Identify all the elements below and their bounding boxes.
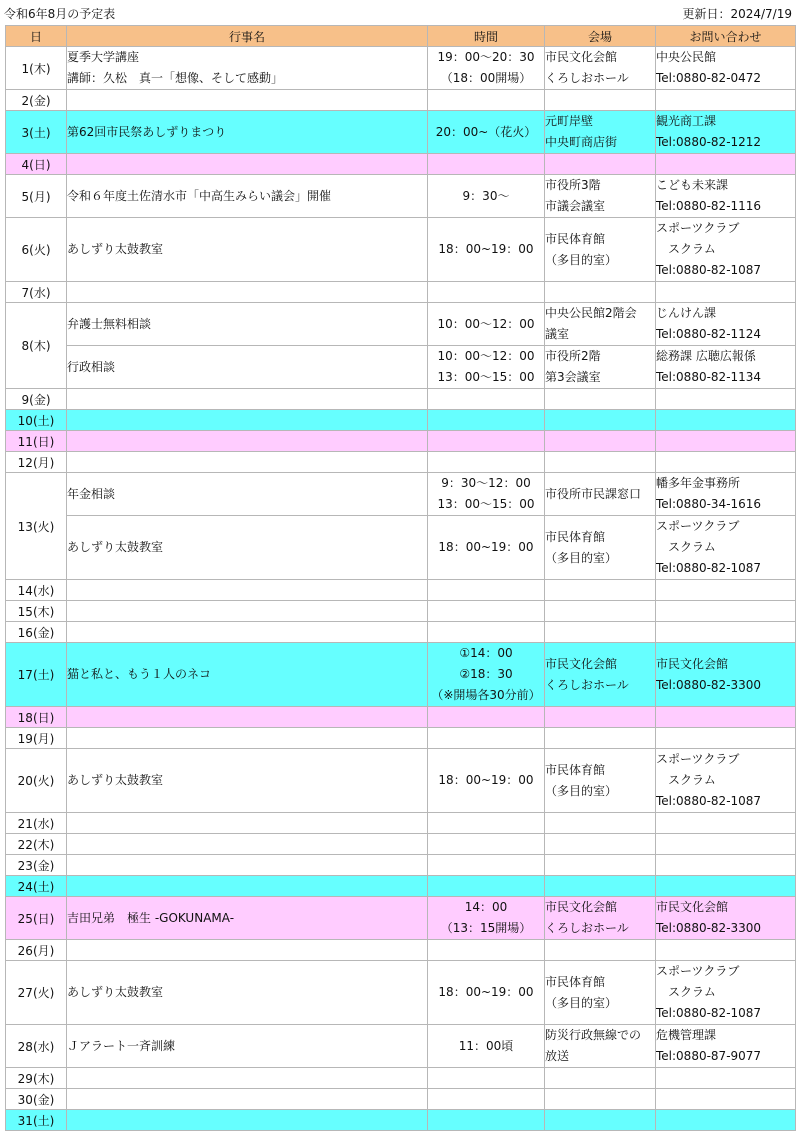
event-name-line: あしずり太鼓教室: [67, 540, 164, 554]
venue-line: （多目的室）: [545, 550, 618, 565]
contact-cell: [656, 303, 796, 346]
event-name-cell: [67, 346, 428, 389]
time-cell: [428, 175, 545, 218]
event-name-cell: [67, 855, 428, 876]
venue-cell: [545, 111, 656, 154]
table-row: [6, 303, 796, 346]
event-name-cell: [67, 1025, 428, 1068]
day-cell: 20(火): [6, 749, 67, 813]
contact-cell: [656, 1110, 796, 1131]
contact-line: Tel:0880-87-9077: [656, 1049, 762, 1063]
day-cell: 18(日): [6, 707, 67, 728]
time-cell: [428, 218, 545, 282]
contact-cell: [656, 643, 796, 707]
header-contact: お問い合わせ: [656, 26, 796, 47]
venue-cell: [545, 175, 656, 218]
day-cell: 31(土): [6, 1110, 67, 1131]
table-row: [6, 897, 796, 940]
contact-cell: [656, 834, 796, 855]
time-line: ②18：30: [459, 667, 513, 681]
event-name-cell: [67, 410, 428, 431]
header-time: 時間: [428, 26, 545, 47]
contact-cell: [656, 749, 796, 813]
event-name-cell: [67, 111, 428, 154]
day-cell: 27(火): [6, 961, 67, 1025]
contact-cell: [656, 175, 796, 218]
contact-cell: [656, 580, 796, 601]
venue-cell: [545, 1089, 656, 1110]
event-name-cell: [67, 154, 428, 175]
table-row: [6, 707, 796, 728]
contact-line: 観光商工課: [656, 114, 717, 128]
day-cell: 22(木): [6, 834, 67, 855]
day-cell: 12(月): [6, 452, 67, 473]
time-cell: [428, 855, 545, 876]
venue-line: 市役所市民課窓口: [545, 486, 642, 501]
time-line: 18：00~19：00: [438, 540, 534, 554]
venue-cell: [545, 728, 656, 749]
venue-cell: [545, 897, 656, 940]
table-row: [6, 346, 796, 389]
event-name-line: 夏季大学講座: [67, 50, 140, 64]
venue-cell: [545, 601, 656, 622]
event-name-cell: [67, 389, 428, 410]
venue-cell: [545, 90, 656, 111]
time-line: 19：00～20：30: [437, 50, 535, 64]
day-cell: 25(日): [6, 897, 67, 940]
contact-cell: [656, 940, 796, 961]
table-row: [6, 622, 796, 643]
time-cell: [428, 516, 545, 580]
day-cell: 24(土): [6, 876, 67, 897]
venue-line: （多目的室）: [545, 995, 618, 1010]
venue-cell: [545, 834, 656, 855]
table-row: [6, 218, 796, 282]
contact-cell: [656, 218, 796, 282]
venue-cell: [545, 1110, 656, 1131]
time-cell: [428, 431, 545, 452]
contact-cell: [656, 601, 796, 622]
contact-line: Tel:0880-82-0472: [656, 71, 762, 85]
event-name-cell: [67, 218, 428, 282]
venue-cell: [545, 855, 656, 876]
table-row: [6, 1110, 796, 1131]
venue-cell: [545, 876, 656, 897]
contact-line: Tel:0880-82-1124: [656, 327, 762, 341]
venue-line: 中央町商店街: [545, 135, 618, 149]
contact-line: Tel:0880-82-3300: [656, 677, 762, 692]
event-name-line: 年金相談: [67, 486, 116, 501]
table-row: [6, 728, 796, 749]
contact-cell: [656, 452, 796, 473]
venue-cell: [545, 516, 656, 580]
venue-line: くろしおホール: [545, 921, 629, 935]
time-cell: [428, 473, 545, 516]
time-cell: [428, 1089, 545, 1110]
day-cell: 1(木): [6, 47, 67, 90]
venue-cell: [545, 1025, 656, 1068]
venue-line: 中央公民館2階会: [545, 306, 637, 320]
table-row: [6, 813, 796, 834]
event-name-line: あしずり太鼓教室: [67, 985, 164, 999]
day-cell: 6(火): [6, 218, 67, 282]
time-line: 10：00～12：00: [437, 349, 535, 363]
table-row: [6, 1089, 796, 1110]
header-day: 日: [6, 26, 67, 47]
table-row: [6, 90, 796, 111]
page-title: 令和6年8月の予定表: [4, 7, 116, 21]
time-line: （18：00開場）: [440, 71, 532, 85]
time-cell: [428, 834, 545, 855]
contact-line: スポーツクラブ: [656, 221, 740, 235]
day-cell: 29(木): [6, 1068, 67, 1089]
day-cell: 30(金): [6, 1089, 67, 1110]
contact-cell: [656, 111, 796, 154]
event-name-cell: [67, 473, 428, 516]
contact-cell: [656, 516, 796, 580]
contact-line: Tel:0880-82-1087: [656, 263, 762, 277]
day-cell: 15(木): [6, 601, 67, 622]
time-line: 18：00~19：00: [438, 773, 534, 787]
venue-line: 市民文化会館: [545, 656, 618, 671]
day-cell: 23(金): [6, 855, 67, 876]
contact-cell: [656, 855, 796, 876]
day-cell: 10(土): [6, 410, 67, 431]
contact-line: 幡多年金事務所: [656, 476, 741, 490]
event-name-cell: [67, 1068, 428, 1089]
table-row: [6, 1025, 796, 1068]
contact-cell: [656, 47, 796, 90]
contact-line: Tel:0880-82-3300: [656, 921, 762, 935]
time-cell: [428, 346, 545, 389]
venue-line: （多目的室）: [545, 252, 618, 267]
day-cell: 13(火): [6, 473, 67, 580]
venue-cell: [545, 47, 656, 90]
time-cell: [428, 961, 545, 1025]
time-line: 18：00~19：00: [438, 985, 534, 999]
venue-cell: [545, 580, 656, 601]
contact-line: 危機管理課: [656, 1028, 717, 1042]
table-row: [6, 940, 796, 961]
table-row: [6, 855, 796, 876]
day-cell: 21(水): [6, 813, 67, 834]
time-cell: [428, 303, 545, 346]
venue-cell: [545, 622, 656, 643]
day-cell: 14(水): [6, 580, 67, 601]
table-row: [6, 111, 796, 154]
venue-line: 市民文化会館: [545, 900, 618, 914]
table-row: [6, 834, 796, 855]
event-name-cell: [67, 897, 428, 940]
day-cell: 11(日): [6, 431, 67, 452]
time-cell: [428, 389, 545, 410]
table-row: [6, 1068, 796, 1089]
venue-line: 市議会議室: [545, 199, 606, 213]
time-cell: [428, 728, 545, 749]
table-row: [6, 47, 796, 90]
venue-line: 市役所3階: [545, 178, 601, 192]
time-cell: [428, 940, 545, 961]
time-cell: [428, 90, 545, 111]
table-row: [6, 473, 796, 516]
event-name-cell: [67, 622, 428, 643]
event-name-cell: [67, 601, 428, 622]
contact-cell: [656, 282, 796, 303]
event-name-line: 第62回市民祭あしずりまつり: [67, 124, 227, 139]
contact-cell: [656, 622, 796, 643]
event-name-cell: [67, 282, 428, 303]
event-name-cell: [67, 175, 428, 218]
venue-line: 市民体育館: [545, 974, 606, 989]
contact-cell: [656, 1068, 796, 1089]
time-cell: [428, 282, 545, 303]
time-line: 11：00頃: [458, 1038, 514, 1053]
table-row: [6, 389, 796, 410]
event-name-line: あしずり太鼓教室: [67, 242, 164, 256]
time-cell: [428, 154, 545, 175]
time-line: 9：30～12：00: [441, 476, 531, 490]
event-name-cell: [67, 961, 428, 1025]
event-name-cell: [67, 431, 428, 452]
contact-line: スクラム: [656, 242, 716, 256]
event-name-cell: [67, 876, 428, 897]
contact-line: Tel:0880-82-1116: [656, 199, 762, 213]
time-cell: [428, 749, 545, 813]
event-name-cell: [67, 1110, 428, 1131]
venue-cell: [545, 749, 656, 813]
venue-line: 市民体育館: [545, 762, 606, 777]
contact-line: Tel:0880-82-1087: [656, 1006, 762, 1020]
contact-cell: [656, 1025, 796, 1068]
event-name-line: あしずり太鼓教室: [67, 773, 164, 787]
schedule-table: [5, 25, 796, 1131]
time-line: 13：00～15：00: [437, 370, 535, 384]
contact-cell: [656, 728, 796, 749]
contact-cell: [656, 431, 796, 452]
venue-cell: [545, 1068, 656, 1089]
schedule-body: [6, 47, 796, 1131]
contact-cell: [656, 90, 796, 111]
contact-cell: [656, 154, 796, 175]
time-line: 20：00~（花火）: [435, 124, 537, 139]
time-cell: [428, 876, 545, 897]
time-cell: [428, 1068, 545, 1089]
venue-line: 市民体育館: [545, 529, 606, 544]
contact-line: スポーツクラブ: [656, 752, 740, 766]
venue-line: 市役所2階: [545, 349, 601, 363]
day-cell: 7(水): [6, 282, 67, 303]
contact-line: 総務課 広聴広報係: [656, 349, 756, 363]
table-row: [6, 580, 796, 601]
page-header: [0, 0, 800, 24]
venue-line: 元町岸壁: [545, 114, 594, 128]
day-cell: 17(土): [6, 643, 67, 707]
contact-line: Tel:0880-34-1616: [656, 497, 762, 511]
contact-line: 市民文化会館: [656, 656, 729, 671]
venue-line: 防災行政無線での: [545, 1028, 642, 1042]
contact-line: スクラム: [656, 985, 716, 999]
contact-line: スポーツクラブ: [656, 519, 740, 533]
time-cell: [428, 897, 545, 940]
header-event: 行事名: [67, 26, 428, 47]
time-cell: [428, 1110, 545, 1131]
contact-cell: [656, 1089, 796, 1110]
time-line: 14：00: [464, 900, 508, 914]
venue-cell: [545, 707, 656, 728]
contact-line: Tel:0880-82-1134: [656, 370, 762, 384]
venue-line: 第3会議室: [545, 370, 601, 384]
time-cell: [428, 47, 545, 90]
contact-line: スクラム: [656, 540, 716, 554]
event-name-line: 吉田兄弟 極生 -GOKUNAMA-: [67, 910, 235, 925]
day-cell: 3(土): [6, 111, 67, 154]
venue-cell: [545, 303, 656, 346]
venue-cell: [545, 813, 656, 834]
venue-line: くろしおホール: [545, 677, 629, 692]
day-cell: 19(月): [6, 728, 67, 749]
table-row: [6, 175, 796, 218]
table-row: [6, 876, 796, 897]
contact-cell: [656, 346, 796, 389]
time-line: 9：30～: [462, 188, 510, 203]
contact-cell: [656, 813, 796, 834]
header-venue: 会場: [545, 26, 656, 47]
time-cell: [428, 813, 545, 834]
contact-line: 市民文化会館: [656, 900, 729, 914]
contact-line: こども未来課: [656, 178, 729, 192]
venue-cell: [545, 154, 656, 175]
day-cell: 5(月): [6, 175, 67, 218]
venue-line: くろしおホール: [545, 71, 629, 85]
day-cell: 9(金): [6, 389, 67, 410]
event-name-cell: [67, 728, 428, 749]
venue-line: 議室: [545, 327, 570, 341]
day-cell: 8(木): [6, 303, 67, 389]
time-cell: [428, 111, 545, 154]
venue-cell: [545, 940, 656, 961]
contact-line: Tel:0880-82-1212: [656, 135, 762, 149]
table-row: [6, 282, 796, 303]
event-name-line: 令和６年度土佐清水市「中高生みらい議会」開催: [67, 188, 332, 203]
event-name-cell: [67, 749, 428, 813]
table-row: [6, 431, 796, 452]
time-line: 18：00~19：00: [438, 242, 534, 256]
table-header-row: [6, 26, 796, 47]
day-cell: 16(金): [6, 622, 67, 643]
event-name-line: Ｊアラート一斉訓練: [67, 1038, 176, 1053]
contact-cell: [656, 410, 796, 431]
event-name-line: 行政相談: [67, 359, 116, 374]
updated-date: 更新日：2024/7/19: [682, 7, 792, 21]
venue-line: 市民文化会館: [545, 50, 618, 64]
event-name-cell: [67, 707, 428, 728]
table-row: [6, 601, 796, 622]
event-name-cell: [67, 516, 428, 580]
event-name-cell: [67, 813, 428, 834]
table-row: [6, 643, 796, 707]
time-cell: [428, 452, 545, 473]
venue-line: 放送: [545, 1049, 570, 1063]
event-name-line: 講師：久松 真一「想像、そして感動」: [67, 71, 284, 85]
contact-cell: [656, 961, 796, 1025]
time-line: 10：00～12：00: [437, 316, 535, 331]
day-cell: 28(水): [6, 1025, 67, 1068]
venue-cell: [545, 643, 656, 707]
contact-line: スクラム: [656, 773, 716, 787]
time-cell: [428, 707, 545, 728]
table-row: [6, 516, 796, 580]
event-name-cell: [67, 452, 428, 473]
contact-cell: [656, 707, 796, 728]
event-name-cell: [67, 940, 428, 961]
event-name-cell: [67, 303, 428, 346]
event-name-cell: [67, 643, 428, 707]
venue-cell: [545, 452, 656, 473]
time-line: （※開場各30分前）: [431, 688, 541, 702]
time-cell: [428, 643, 545, 707]
table-row: [6, 410, 796, 431]
venue-cell: [545, 473, 656, 516]
event-name-line: 弁護士無料相談: [67, 316, 152, 331]
event-name-cell: [67, 580, 428, 601]
table-row: [6, 452, 796, 473]
contact-line: じんけん課: [656, 306, 717, 320]
venue-cell: [545, 389, 656, 410]
venue-cell: [545, 218, 656, 282]
event-name-line: 猫と私と、もう１人のネコ: [67, 667, 212, 681]
contact-cell: [656, 473, 796, 516]
contact-line: Tel:0880-82-1087: [656, 561, 762, 575]
contact-line: 中央公民館: [656, 50, 717, 64]
table-row: [6, 154, 796, 175]
venue-cell: [545, 961, 656, 1025]
contact-cell: [656, 876, 796, 897]
event-name-cell: [67, 90, 428, 111]
contact-cell: [656, 389, 796, 410]
venue-cell: [545, 431, 656, 452]
venue-cell: [545, 410, 656, 431]
event-name-cell: [67, 47, 428, 90]
time-cell: [428, 410, 545, 431]
day-cell: 4(日): [6, 154, 67, 175]
time-line: 13：00～15：00: [437, 497, 535, 511]
venue-line: 市民体育館: [545, 231, 606, 246]
contact-line: スポーツクラブ: [656, 964, 740, 978]
time-cell: [428, 1025, 545, 1068]
day-cell: 26(月): [6, 940, 67, 961]
time-cell: [428, 601, 545, 622]
event-name-cell: [67, 1089, 428, 1110]
table-row: [6, 749, 796, 813]
contact-line: Tel:0880-82-1087: [656, 794, 762, 808]
time-line: （13：15開場）: [440, 921, 532, 935]
time-line: ①14：00: [459, 646, 513, 660]
venue-cell: [545, 346, 656, 389]
contact-cell: [656, 897, 796, 940]
table-row: [6, 961, 796, 1025]
venue-cell: [545, 282, 656, 303]
time-cell: [428, 622, 545, 643]
time-cell: [428, 580, 545, 601]
venue-line: （多目的室）: [545, 783, 618, 798]
event-name-cell: [67, 834, 428, 855]
day-cell: 2(金): [6, 90, 67, 111]
